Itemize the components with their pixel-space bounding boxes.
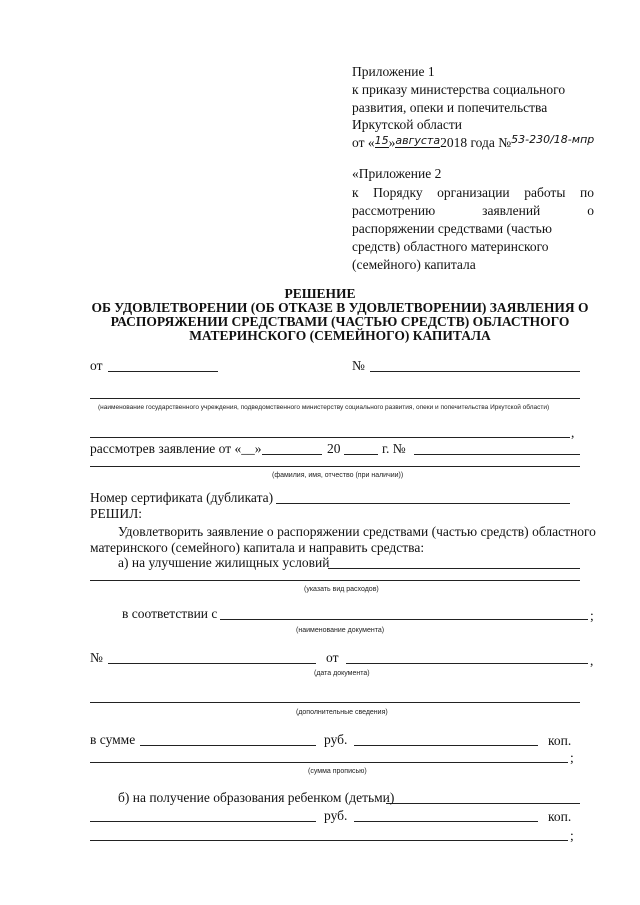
year-suffix: г. № (382, 441, 406, 456)
item-a-field[interactable] (328, 568, 580, 569)
review-year-field[interactable] (344, 454, 378, 455)
doc-name-caption: (наименование документа) (296, 627, 385, 634)
doc-name-field[interactable] (220, 619, 588, 620)
from-date-field[interactable] (108, 371, 218, 372)
title-line1: РЕШЕНИЕ (284, 286, 356, 301)
date-prefix: от « (352, 135, 375, 150)
institution-field-2[interactable] (90, 437, 570, 438)
appendix2-line3: рассмотрению заявлений о (352, 203, 594, 218)
sum-label: в сумме (90, 732, 136, 747)
handwritten-month: августа (395, 134, 441, 147)
appendix2-line5: средств) областного материнского (352, 239, 549, 254)
certificate-label: Номер сертификата (дубликата) (90, 490, 274, 505)
in-accordance-label: в соответствии с (122, 606, 218, 621)
rub-label-2: руб. (324, 808, 348, 823)
amount-words-caption: (сумма прописью) (308, 768, 367, 775)
sum-rub-field[interactable] (140, 745, 316, 746)
comma: , (571, 425, 575, 440)
appendix1-line3: развития, опеки и попечительства (352, 100, 548, 115)
title-line4: МАТЕРИНСКОГО (СЕМЕЙНОГО) КАПИТАЛА (189, 328, 491, 343)
semicolon-1: ; (590, 608, 594, 623)
extra-info-field[interactable] (90, 702, 580, 703)
item-b-kop-field[interactable] (354, 821, 538, 822)
appendix1-line2: к приказу министерства социального (352, 82, 566, 97)
appendix1-line4: Иркутской области (352, 117, 463, 132)
semicolon-2: ; (570, 750, 574, 765)
appendix1-order-date (352, 135, 594, 152)
appendix2-title: «Приложение 2 (352, 166, 442, 181)
kop-label-2: коп. (548, 809, 572, 824)
item-a-label: а) на улучшение жилищных условий (118, 555, 330, 570)
certificate-field[interactable] (276, 503, 570, 504)
date-year: 2018 года № (440, 135, 512, 150)
number-field[interactable] (370, 371, 580, 372)
appendix2-line2: к Порядку организации работы по (352, 185, 594, 200)
institution-field[interactable] (90, 398, 580, 399)
body-line2: материнского (семейного) капитала и направить средства: (90, 540, 425, 555)
year-prefix: 20 (327, 441, 341, 456)
kop-label: коп. (548, 733, 572, 748)
review-month-field[interactable] (262, 454, 322, 455)
doc-date-field[interactable] (346, 663, 588, 664)
item-b-field[interactable] (386, 803, 580, 804)
date-sep: » (388, 135, 396, 150)
doc-number-label: № (90, 650, 103, 665)
extra-info-caption: (дополнительные сведения) (296, 709, 388, 716)
number-label: № (352, 358, 365, 373)
appendix2-line4: распоряжении средствами (частью (352, 221, 552, 236)
sum-kop-field[interactable] (354, 745, 538, 746)
item-b-label: б) на получение образования ребенком (детьми) (118, 790, 395, 805)
title-line2: ОБ УДОВЛЕТВОРЕНИИ (ОБ ОТКАЗЕ В УДОВЛЕТВОРЕНИИ) ЗАЯВЛЕНИЯ О (91, 300, 589, 315)
handwritten-day: 15 (374, 134, 389, 147)
rub-label: руб. (324, 732, 348, 747)
handwritten-order-number: 53-230/18-мпр (511, 133, 595, 146)
doc-number-field[interactable] (108, 663, 316, 664)
decided-label: РЕШИЛ: (90, 506, 143, 521)
item-b-sum-field[interactable] (90, 821, 316, 822)
sum-words-field[interactable] (90, 762, 568, 763)
doc-date-caption: (дата документа) (314, 670, 370, 677)
review-text: рассмотрев заявление от «__» (90, 441, 262, 456)
expense-type-field[interactable] (90, 580, 580, 581)
body-line1: Удовлетворить заявление о распоряжении средствами (частью средств) областного (118, 524, 596, 539)
institution-caption: (наименование государственного учреждения, подведомственного министерству социального развития, опеки и попечительства Иркутской области) (98, 404, 550, 411)
doc-from-label: от (326, 650, 339, 665)
fio-field[interactable] (90, 466, 580, 467)
from-label: от (90, 358, 103, 373)
item-b-words-field[interactable] (90, 840, 568, 841)
fio-caption: (фамилия, имя, отчество (при наличии)) (272, 472, 404, 479)
semicolon-3: ; (570, 828, 574, 843)
comma-2: , (590, 653, 594, 668)
appendix2-line6: (семейного) капитала (352, 257, 476, 272)
expense-type-caption: (указать вид расходов) (304, 586, 379, 593)
review-number-field[interactable] (414, 454, 580, 455)
title-line3: РАСПОРЯЖЕНИИ СРЕДСТВАМИ (ЧАСТЬЮ СРЕДСТВ) ОБЛАСТНОГО (110, 314, 570, 329)
review-day-blank[interactable]: __ (241, 441, 255, 456)
appendix1-title: Приложение 1 (352, 64, 435, 79)
